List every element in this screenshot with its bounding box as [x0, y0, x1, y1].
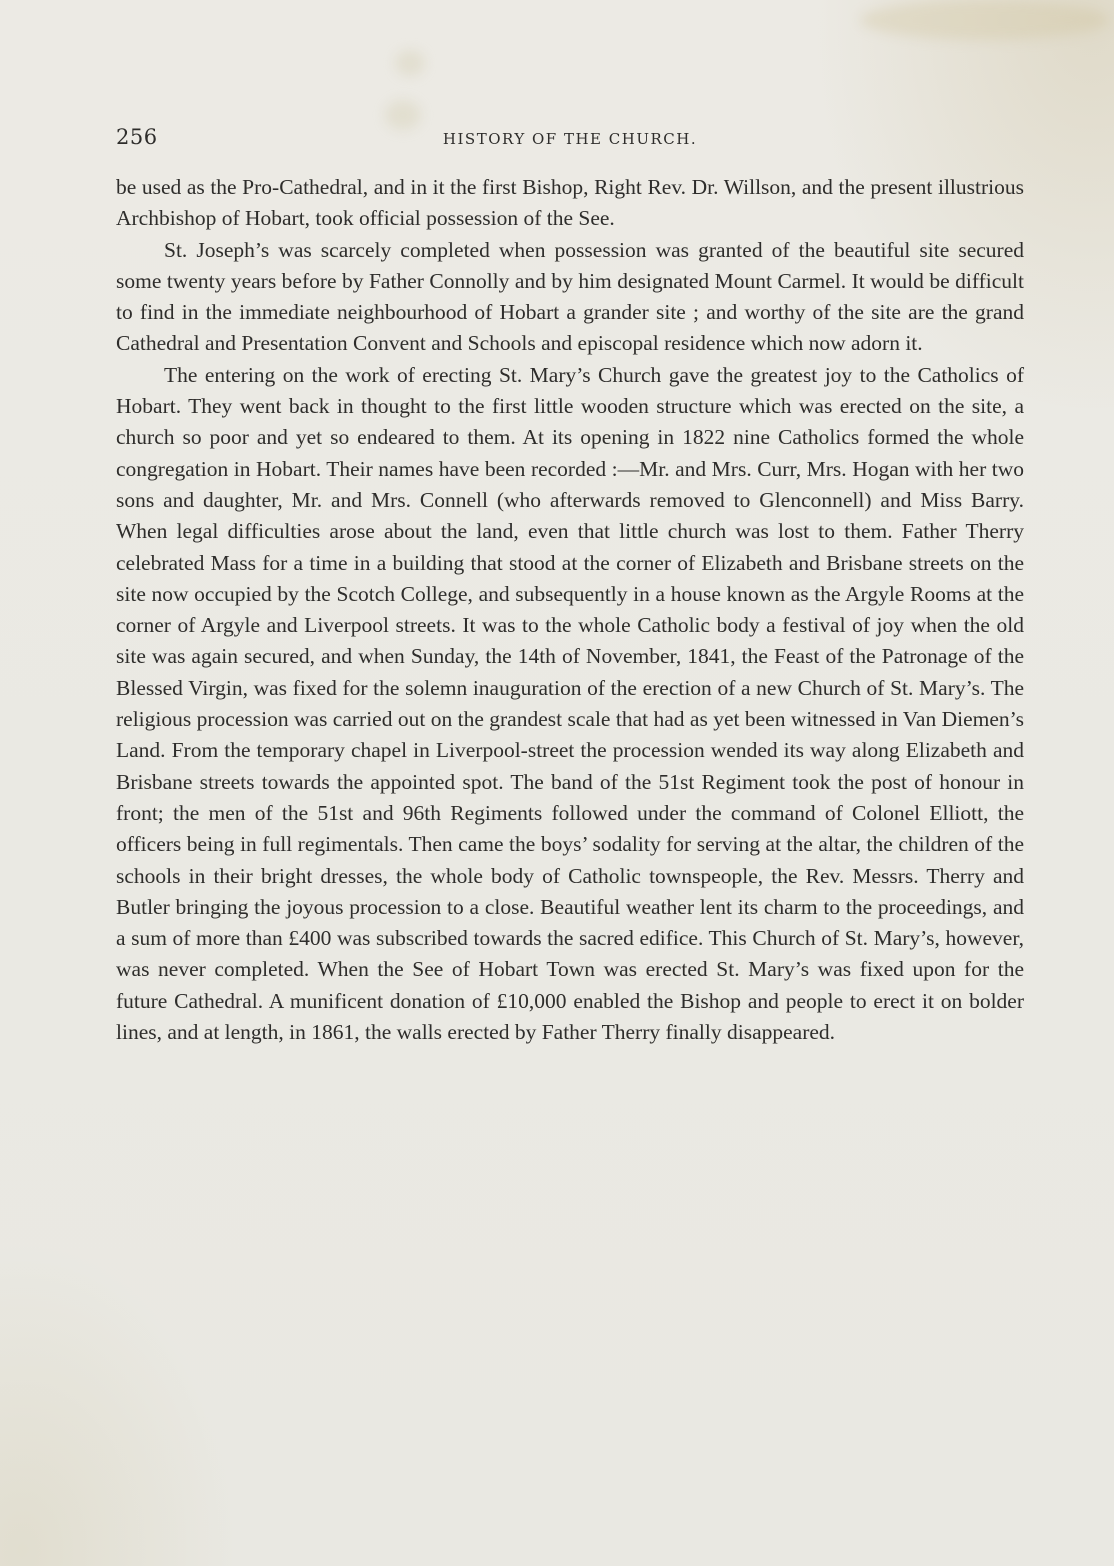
paragraph: St. Joseph’s was scarcely completed when possession was granted of the beautiful site secured some twenty years before by Father Connolly and by him designated Mount Carmel. It would be difficult to find in the immediate neighbourhood of Hobart a grander site ; and worthy of the site are the grand Cathedral and Presentation Convent and Schools and episcopal residence which now adorn it. [116, 237, 1024, 356]
page-number: 256 [116, 125, 158, 149]
body-text [116, 172, 1024, 1048]
running-head: HISTORY OF THE CHURCH. [442, 130, 698, 148]
page-header [116, 125, 1024, 155]
paper-stain [395, 50, 425, 76]
paragraph: be used as the Pro-Cathedral, and in it the first Bishop, Right Rev. Dr. Willson, and the present illustrious Archbishop of Hobart, took official possession of the See. [116, 175, 1024, 231]
paragraph: The entering on the work of erecting St. Mary’s Church gave the greatest joy to the Catholics of Hobart. They went back in thought to the first little wooden structure which was erected on the site, a church so poor and yet so endeared to them. At its opening in 1822 nine Catholics formed the whole congregation in Hobart. Their names have been recorded :—Mr. and Mrs. Curr, Mrs. Hogan with her two sons and daughter, Mr. and Mrs. Connell (who afterwards removed to Glenconnell) and Miss Barry. When legal difficulties arose about the land, even that little church was lost to them. Father Therry celebrated Mass for a time in a building that stood at the corner of Elizabeth and Brisbane streets on the site now occupied by the Scotch College, and subsequently in a house known as the Argyle Rooms at the corner of Argyle and Liverpool streets. It was to the whole Catholic body a festival of joy when the old site was again secured, and when Sunday, the 14th of November, 1841, the Feast of the Patronage of the Blessed Virgin, was fixed for the solemn inauguration of the erection of a new Church of St. Mary’s. The religious procession was carried out on the grandest scale that had as yet been witnessed in Van Diemen’s Land. From the temporary chapel in Liverpool-street the procession wended its way along Elizabeth and Brisbane streets towards the appointed spot. The band of the 51st Regiment took the post of honour in front; the men of the 51st and 96th Regiments followed under the command of Colonel Elliott, the officers being in full regimentals. Then came the boys’ sodality for serving at the altar, the children of the schools in their bright dresses, the whole body of Catholic townspeople, the Rev. Messrs. Therry and Butler bringing the joyous procession to a close. Beautiful weather lent its charm to the proceedings, and a sum of more than £400 was subscribed towards the sacred edifice. This Church of St. Mary’s, however, was never completed. When the See of Hobart Town was erected St. Mary’s was fixed upon for the future Cathedral. A munificent donation of £10,000 enabled the Bishop and people to erect it on bolder lines, and at length, in 1861, the walls erected by Father Therry finally disappeared. [116, 362, 1024, 1045]
paper-stain [860, 0, 1110, 40]
